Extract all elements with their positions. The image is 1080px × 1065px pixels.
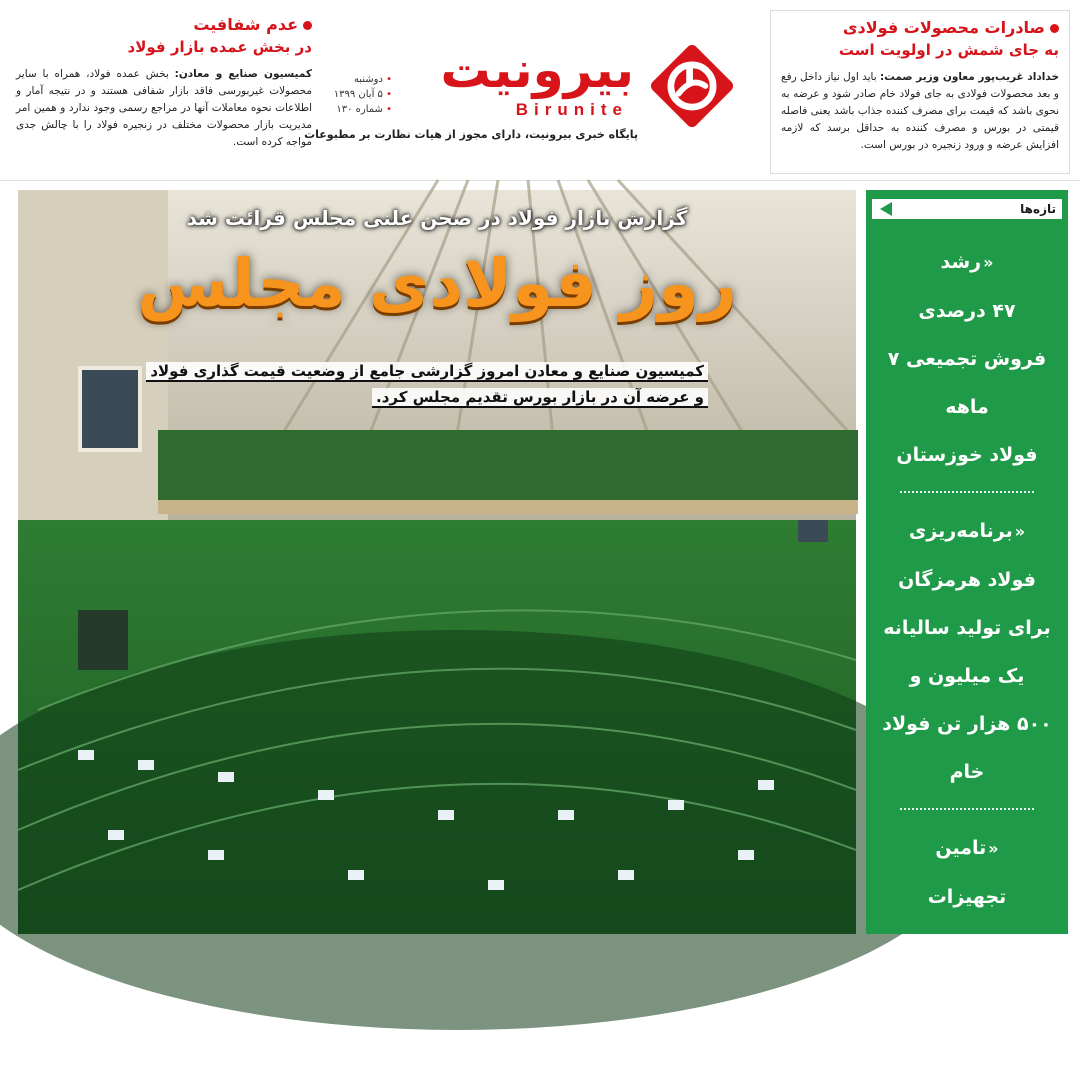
issue-day: • دوشنبه — [330, 72, 392, 87]
latest-news-label: تازه‌ها — [1020, 202, 1056, 216]
bullet-dot-icon — [303, 21, 312, 30]
left-brief-title[interactable] — [16, 14, 312, 36]
news-divider — [900, 491, 1034, 493]
left-news-brief[interactable] — [8, 10, 320, 174]
news-item-line: تا پایان امسال — [900, 1030, 1034, 1052]
issue-info — [330, 72, 392, 117]
news-item-line — [876, 824, 1058, 873]
news-item-sefid-dasht[interactable] — [876, 824, 1058, 1065]
news-item-line: فروش تجمیعی ۷ ماهه — [887, 348, 1047, 418]
news-item-hormozgan[interactable] — [876, 507, 1058, 796]
news-item-line-text: برنامه‌ریزی — [908, 520, 1013, 542]
double-chevron-icon: « — [983, 253, 994, 272]
birunite-logo-icon — [644, 38, 740, 134]
news-item-line — [876, 507, 1058, 556]
latest-news-tag — [872, 199, 1062, 219]
news-item-line: سفید دشت — [913, 982, 1021, 1004]
masthead — [304, 10, 750, 180]
story-kicker: گزارش بازار فولاد در صحن علنی مجلس قرائت شد — [186, 206, 688, 230]
header-divider — [0, 180, 1080, 181]
news-item-line — [876, 238, 1058, 287]
double-chevron-icon: « — [1014, 522, 1026, 541]
news-item-khuzestan[interactable] — [876, 238, 1058, 479]
left-brief-lead: کمیسیون صنایع و معادن: — [174, 68, 312, 80]
latest-news-list — [876, 238, 1058, 1065]
right-brief-text: باید اول نیاز داخل رفع و بعد محصولات فولادی به جای فولاد خام صادر شود و عرضه به نحوی باشد که قیمت برای مصرف کننده جذاب باشد یعنی فاصله قیمتی در بورس و مصرف کننده به حداقل برسد که لازمه افزایش عرضه و ورود زنجیره در بورس است. — [781, 71, 1059, 151]
news-item-line: فولاد خوزستان — [896, 444, 1038, 466]
double-chevron-icon: « — [988, 839, 999, 858]
story-headline[interactable]: روز فولادی مجلس — [137, 245, 737, 322]
news-item-line: فولاد هرمزگان — [898, 569, 1036, 591]
latest-news-sidebar — [866, 190, 1068, 1052]
news-divider — [900, 808, 1034, 810]
right-brief-lead: خداداد غریب‌پور معاون وزیر صمت: — [880, 71, 1060, 83]
news-item-line-text: رشد — [940, 251, 982, 273]
logo-wordmark: بیرونیت — [440, 41, 634, 99]
left-brief-text: بخش عمده فولاد، همراه با سایر محصولات غیربورسی فاقد بازار شفافی هستند و در نتیجه آمار و اطلاعات نحوه معاملات آنها در مراجع رسمی وجود ندارد و همین امر مدیریت بازار محصولات مختلف در زنجیره فولاد را با چالش جدی مواجه کرده است. — [16, 68, 312, 148]
right-brief-title-text: صادرات محصولات فولادی — [842, 18, 1045, 37]
news-item-line: ۴۷ درصدی — [918, 300, 1016, 322]
left-brief-subtitle: در بخش عمده بازار فولاد — [127, 38, 312, 56]
left-brief-title-text: عدم شفافیت — [193, 15, 298, 34]
right-brief-subtitle: به جای شمش در اولویت است — [838, 41, 1059, 59]
story-lead — [148, 358, 708, 410]
right-news-brief[interactable] — [770, 10, 1070, 174]
logo-tagline: پایگاه خبری بیرونیت، دارای مجوز از هیات نظارت بر مطبوعات — [304, 128, 638, 141]
issue-number: • شماره ۱۳۰ — [330, 102, 392, 117]
logo-latin: Birunite — [515, 100, 628, 119]
main-story[interactable] — [18, 190, 856, 934]
bullet-dot-icon — [1050, 24, 1059, 33]
news-item-line-text: تامین — [935, 837, 987, 859]
tag-arrow-icon — [880, 202, 892, 216]
news-item-line: ۵۰۰ هزار تن فولاد خام — [882, 713, 1052, 783]
news-item-line: برای تولید سالیانه — [883, 617, 1051, 639]
right-brief-title[interactable] — [781, 17, 1059, 39]
right-brief-body — [781, 69, 1059, 154]
left-brief-body — [16, 66, 312, 151]
news-item-line: یک میلیون و — [909, 665, 1025, 687]
issue-date: • ۵ آبان ۱۳۹۹ — [330, 87, 392, 102]
news-item-line: تجهیزات فولادسازی — [915, 886, 1019, 956]
story-lead-text: کمیسیون صنایع و معادن امروز گزارشی جامع از وضعیت قیمت گذاری فولاد و عرضه آن در بازار بورس تقدیم مجلس کرد. — [146, 362, 708, 408]
